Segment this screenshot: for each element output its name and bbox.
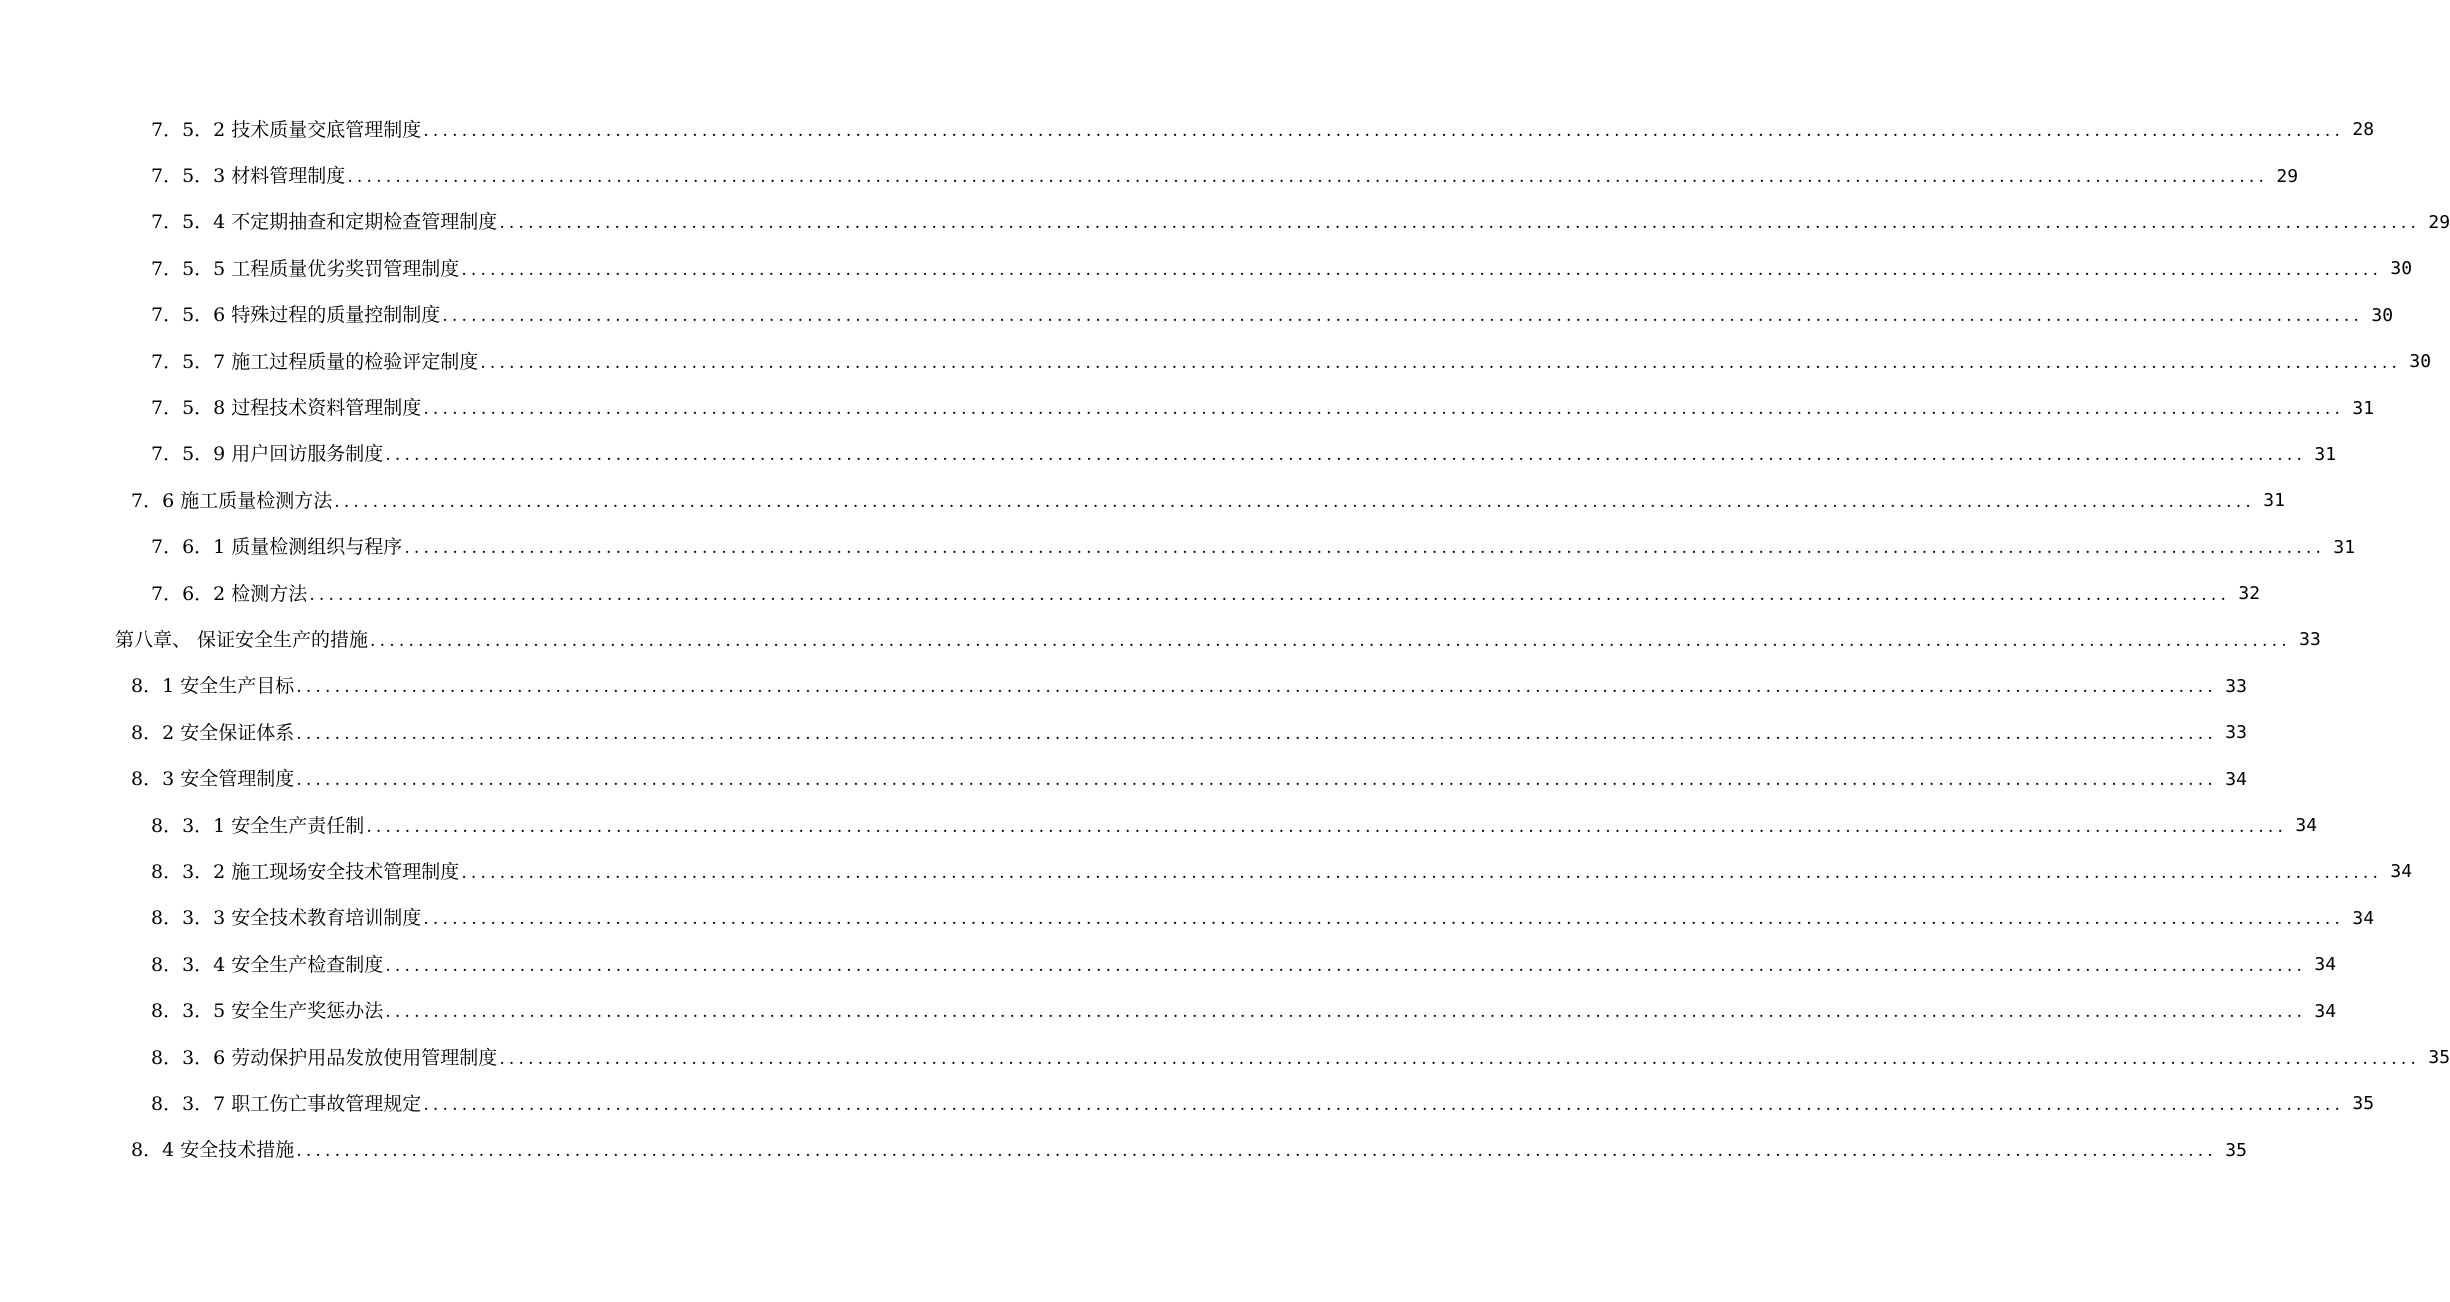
toc-entry-label: 8．3．7 职工伤亡事故管理规定 xyxy=(151,1092,422,1115)
toc-dot-leader: ........................................................................................................................................................................................................ xyxy=(366,816,2288,837)
toc-entry[interactable] xyxy=(0,339,2432,385)
toc-dot-leader: ........................................................................................................................................................................................................ xyxy=(423,909,2345,930)
toc-entry-label: 7．5．5 工程质量优劣奖罚管理制度 xyxy=(151,257,460,280)
toc-dot-leader: ........................................................................................................................................................................................................ xyxy=(404,538,2326,559)
toc-entry-label: 8．3．4 安全生产检查制度 xyxy=(151,953,384,976)
toc-entry[interactable] xyxy=(0,617,2321,663)
toc-dot-leader: ........................................................................................................................................................................................................ xyxy=(423,399,2345,420)
toc-entry-page-number: 30 xyxy=(2390,258,2413,280)
toc-entry-page-number: 34 xyxy=(2295,815,2318,837)
toc-entry[interactable] xyxy=(0,896,2375,942)
toc-entry-page-number: 31 xyxy=(2333,536,2356,558)
toc-entry[interactable] xyxy=(0,107,2375,153)
toc-dot-leader: ........................................................................................................................................................................................................ xyxy=(296,1141,2217,1162)
toc-entry-page-number: 35 xyxy=(2352,1093,2375,1115)
toc-dot-leader: ........................................................................................................................................................................................................ xyxy=(385,1002,2307,1023)
toc-entry-label: 8．3 安全管理制度 xyxy=(131,768,295,791)
toc-entry-page-number: 29 xyxy=(2428,211,2450,233)
toc-entry-label: 7．6 施工质量检测方法 xyxy=(131,489,333,512)
toc-entry-page-number: 31 xyxy=(2352,397,2375,419)
toc-dot-leader: ........................................................................................................................................................................................................ xyxy=(385,955,2307,976)
toc-entry-label: 8．3．2 施工现场安全技术管理制度 xyxy=(151,860,460,883)
toc-dot-leader: ........................................................................................................................................................................................................ xyxy=(296,723,2217,744)
toc-entry[interactable] xyxy=(0,988,2337,1034)
toc-entry-page-number: 34 xyxy=(2314,1000,2337,1022)
toc-entry-label: 8．3．1 安全生产责任制 xyxy=(151,814,365,837)
toc-dot-leader: ........................................................................................................................................................................................................ xyxy=(370,630,2291,651)
toc-entry[interactable] xyxy=(0,571,2261,617)
toc-entry[interactable] xyxy=(0,200,2450,246)
toc-entry[interactable] xyxy=(0,293,2394,339)
toc-dot-leader: ........................................................................................................................................................................................................ xyxy=(461,862,2383,883)
toc-entry-label: 8．3．6 劳动保护用品发放使用管理制度 xyxy=(151,1046,498,1069)
toc-entry-page-number: 31 xyxy=(2314,443,2337,465)
toc-entry-label: 7．5．7 施工过程质量的检验评定制度 xyxy=(151,350,479,373)
toc-entry[interactable] xyxy=(0,664,2247,710)
toc-entry-label: 7．5．3 材料管理制度 xyxy=(151,165,346,188)
toc-dot-leader: ........................................................................................................................................................................................................ xyxy=(442,306,2364,327)
toc-entry[interactable] xyxy=(0,710,2247,756)
toc-entry-page-number: 35 xyxy=(2225,1139,2247,1161)
toc-entry[interactable] xyxy=(0,246,2413,292)
toc-entry-page-number: 33 xyxy=(2225,722,2247,744)
toc-entry-label: 第八章、 保证安全生产的措施 xyxy=(115,628,369,651)
toc-entry[interactable] xyxy=(0,385,2375,431)
toc-entry[interactable] xyxy=(0,1035,2450,1081)
toc-entry-page-number: 29 xyxy=(2276,165,2299,187)
toc-entry-label: 7．6．2 检测方法 xyxy=(151,582,308,605)
toc-entry-page-number: 33 xyxy=(2225,675,2247,697)
toc-entry-page-number: 30 xyxy=(2409,351,2432,373)
toc-entry[interactable] xyxy=(0,1128,2247,1174)
toc-entry[interactable] xyxy=(0,803,2318,849)
toc-entry-label: 8．3．3 安全技术教育培训制度 xyxy=(151,907,422,930)
toc-entry-page-number: 32 xyxy=(2238,583,2261,605)
toc-dot-leader: ........................................................................................................................................................................................................ xyxy=(385,445,2307,466)
toc-dot-leader: ........................................................................................................................................................................................................ xyxy=(334,491,2255,512)
toc-entry-page-number: 34 xyxy=(2390,861,2413,883)
toc-dot-leader: ........................................................................................................................................................................................................ xyxy=(296,677,2217,698)
toc-dot-leader: ........................................................................................................................................................................................................ xyxy=(296,770,2217,791)
toc-entry[interactable] xyxy=(0,432,2337,478)
toc-entry-page-number: 33 xyxy=(2299,629,2321,651)
toc-dot-leader: ........................................................................................................................................................................................................ xyxy=(423,120,2345,141)
toc-entry[interactable] xyxy=(0,478,2285,524)
toc-entry-page-number: 35 xyxy=(2428,1047,2450,1068)
toc-entry-label: 8．2 安全保证体系 xyxy=(131,721,295,744)
toc-entry-label: 7．6．1 质量检测组织与程序 xyxy=(151,536,403,559)
toc-entry-label: 8．1 安全生产目标 xyxy=(131,675,295,698)
toc-entry-page-number: 34 xyxy=(2352,907,2375,929)
toc-entry-page-number: 28 xyxy=(2352,119,2375,141)
toc-entry[interactable] xyxy=(0,525,2356,571)
toc-entry-label: 7．5．6 特殊过程的质量控制制度 xyxy=(151,304,441,327)
toc-entry-page-number: 34 xyxy=(2225,768,2247,790)
toc-entry-label: 8．3．5 安全生产奖惩办法 xyxy=(151,1000,384,1023)
toc-entry-label: 7．5．2 技术质量交底管理制度 xyxy=(151,118,422,141)
toc-dot-leader: ........................................................................................................................................................................................................ xyxy=(423,1094,2345,1115)
toc-entry[interactable] xyxy=(0,153,2299,199)
toc-dot-leader: ........................................................................................................................................................................................................ xyxy=(499,213,2421,234)
toc-entry[interactable] xyxy=(0,756,2247,802)
toc-entry-label: 7．5．9 用户回访服务制度 xyxy=(151,443,384,466)
toc-dot-leader: ........................................................................................................................................................................................................ xyxy=(480,352,2402,373)
table-of-contents xyxy=(0,107,2450,1174)
toc-entry[interactable] xyxy=(0,849,2413,895)
toc-entry[interactable] xyxy=(0,1081,2375,1127)
toc-entry-label: 7．5．8 过程技术资料管理制度 xyxy=(151,397,422,420)
toc-dot-leader: ........................................................................................................................................................................................................ xyxy=(347,167,2269,188)
toc-entry-label: 8．4 安全技术措施 xyxy=(131,1139,295,1162)
toc-entry-page-number: 34 xyxy=(2314,954,2337,976)
toc-dot-leader: ........................................................................................................................................................................................................ xyxy=(499,1048,2421,1069)
toc-dot-leader: ........................................................................................................................................................................................................ xyxy=(309,584,2231,605)
toc-entry[interactable] xyxy=(0,942,2337,988)
toc-entry-page-number: 31 xyxy=(2263,490,2285,512)
toc-dot-leader: ........................................................................................................................................................................................................ xyxy=(461,259,2383,280)
toc-entry-page-number: 30 xyxy=(2371,304,2394,326)
toc-entry-label: 7．5．4 不定期抽查和定期检查管理制度 xyxy=(151,211,498,234)
